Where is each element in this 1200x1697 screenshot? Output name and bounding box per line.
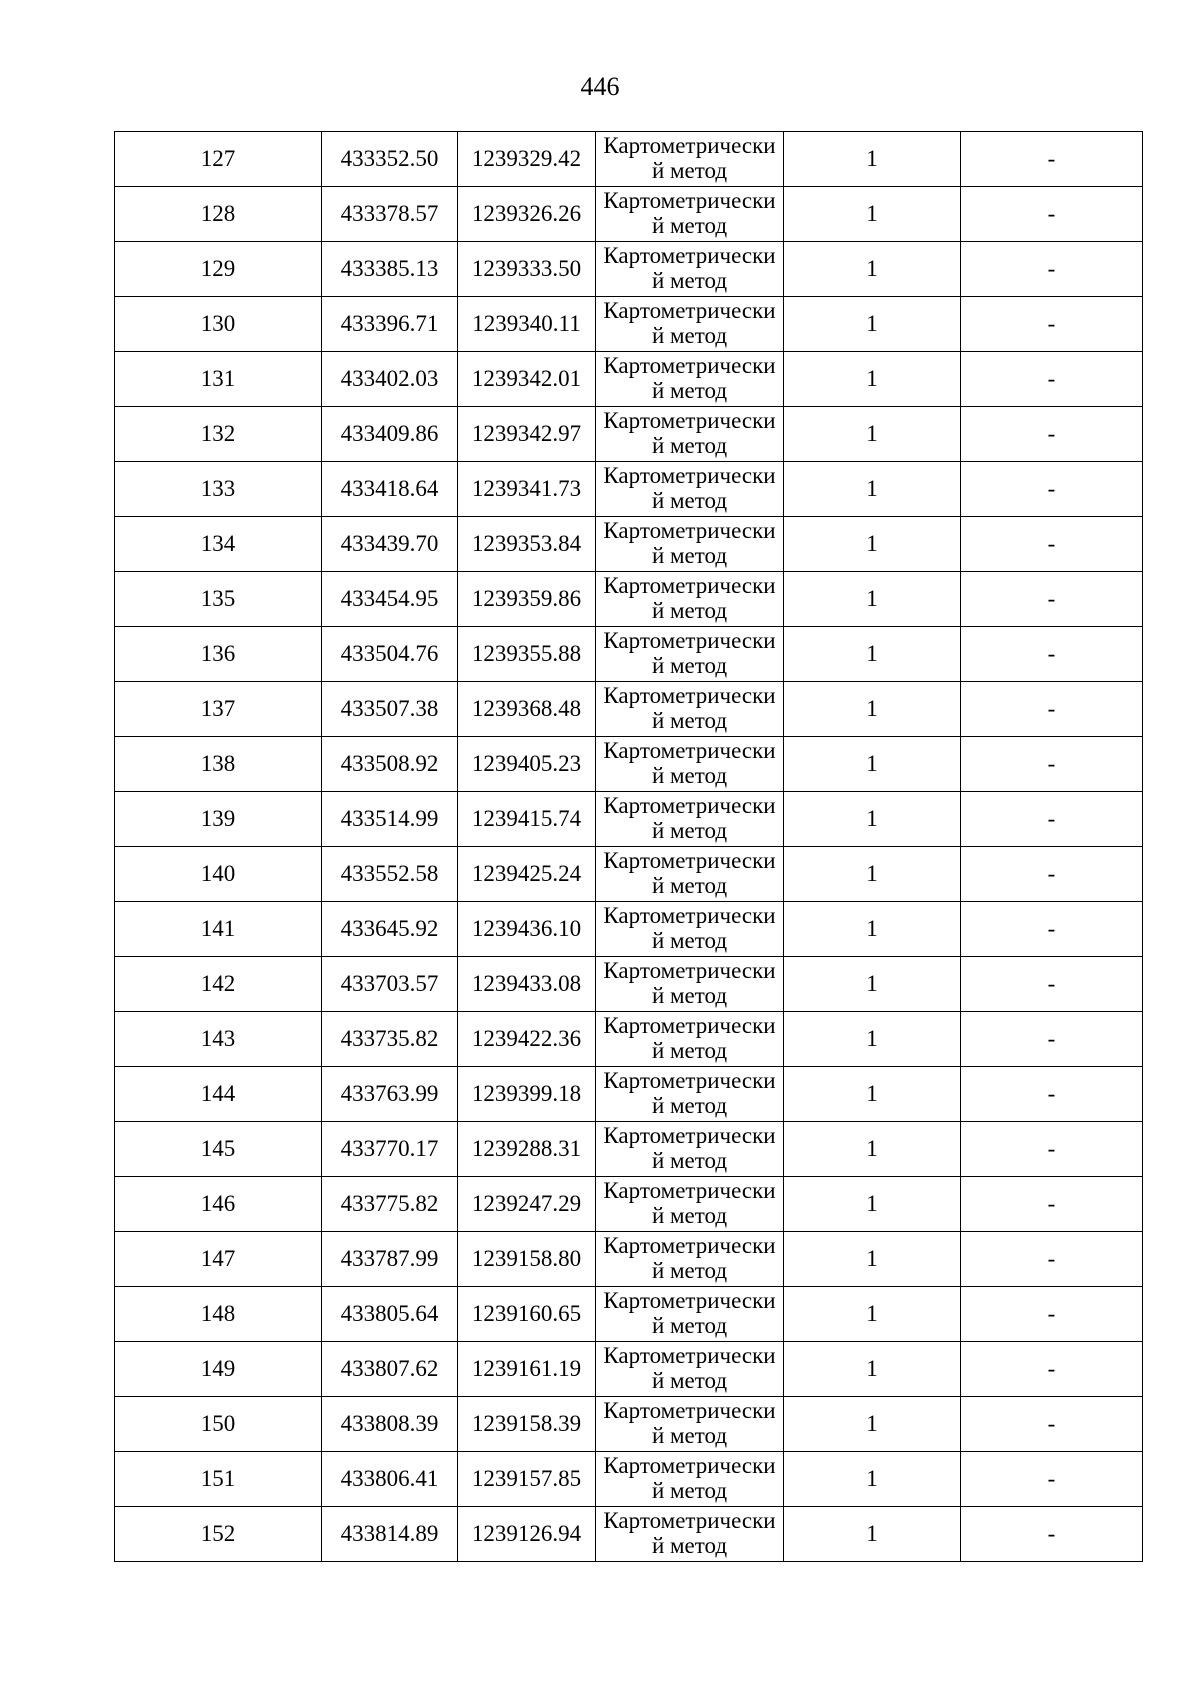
y-coordinate-cell: 1239341.73 — [458, 462, 596, 517]
x-coordinate-cell: 433735.82 — [322, 1012, 458, 1067]
y-coordinate-cell: 1239415.74 — [458, 792, 596, 847]
point-number-cell: 129 — [115, 242, 322, 297]
x-coordinate-cell: 433352.50 — [322, 132, 458, 187]
method-cell: Картометрический метод — [596, 627, 784, 682]
method-cell: Картометрический метод — [596, 1177, 784, 1232]
point-number-cell: 132 — [115, 407, 322, 462]
method-cell: Картометрический метод — [596, 187, 784, 242]
table-row — [115, 957, 1143, 1012]
method-cell: Картометрический метод — [596, 1507, 784, 1562]
note-cell: - — [961, 1067, 1143, 1122]
table-row — [115, 1397, 1143, 1452]
table-row — [115, 517, 1143, 572]
table-row — [115, 792, 1143, 847]
accuracy-cell: 1 — [784, 572, 961, 627]
note-cell: - — [961, 902, 1143, 957]
y-coordinate-cell: 1239340.11 — [458, 297, 596, 352]
x-coordinate-cell: 433645.92 — [322, 902, 458, 957]
note-cell: - — [961, 517, 1143, 572]
note-cell: - — [961, 682, 1143, 737]
x-coordinate-cell: 433763.99 — [322, 1067, 458, 1122]
point-number-cell: 134 — [115, 517, 322, 572]
accuracy-cell: 1 — [784, 407, 961, 462]
table-row — [115, 242, 1143, 297]
table-row — [115, 572, 1143, 627]
accuracy-cell: 1 — [784, 1452, 961, 1507]
x-coordinate-cell: 433454.95 — [322, 572, 458, 627]
method-cell: Картометрический метод — [596, 1397, 784, 1452]
x-coordinate-cell: 433787.99 — [322, 1232, 458, 1287]
method-cell: Картометрический метод — [596, 902, 784, 957]
table-row — [115, 1177, 1143, 1232]
note-cell: - — [961, 242, 1143, 297]
point-number-cell: 135 — [115, 572, 322, 627]
y-coordinate-cell: 1239160.65 — [458, 1287, 596, 1342]
note-cell: - — [961, 1452, 1143, 1507]
table-row — [115, 132, 1143, 187]
x-coordinate-cell: 433402.03 — [322, 352, 458, 407]
x-coordinate-cell: 433409.86 — [322, 407, 458, 462]
x-coordinate-cell: 433418.64 — [322, 462, 458, 517]
x-coordinate-cell: 433808.39 — [322, 1397, 458, 1452]
table-row — [115, 1122, 1143, 1177]
accuracy-cell: 1 — [784, 517, 961, 572]
note-cell: - — [961, 187, 1143, 242]
x-coordinate-cell: 433806.41 — [322, 1452, 458, 1507]
x-coordinate-cell: 433439.70 — [322, 517, 458, 572]
note-cell: - — [961, 1012, 1143, 1067]
point-number-cell: 145 — [115, 1122, 322, 1177]
table-row — [115, 1012, 1143, 1067]
y-coordinate-cell: 1239353.84 — [458, 517, 596, 572]
y-coordinate-cell: 1239433.08 — [458, 957, 596, 1012]
method-cell: Картометрический метод — [596, 1012, 784, 1067]
y-coordinate-cell: 1239158.80 — [458, 1232, 596, 1287]
table-row — [115, 737, 1143, 792]
table-row — [115, 352, 1143, 407]
accuracy-cell: 1 — [784, 1067, 961, 1122]
y-coordinate-cell: 1239329.42 — [458, 132, 596, 187]
note-cell: - — [961, 737, 1143, 792]
y-coordinate-cell: 1239333.50 — [458, 242, 596, 297]
accuracy-cell: 1 — [784, 1122, 961, 1177]
note-cell: - — [961, 1397, 1143, 1452]
table-row — [115, 407, 1143, 462]
x-coordinate-cell: 433514.99 — [322, 792, 458, 847]
method-cell: Картометрический метод — [596, 407, 784, 462]
note-cell: - — [961, 792, 1143, 847]
x-coordinate-cell: 433504.76 — [322, 627, 458, 682]
method-cell: Картометрический метод — [596, 1287, 784, 1342]
point-number-cell: 136 — [115, 627, 322, 682]
point-number-cell: 146 — [115, 1177, 322, 1232]
note-cell: - — [961, 132, 1143, 187]
table-row — [115, 1232, 1143, 1287]
y-coordinate-cell: 1239288.31 — [458, 1122, 596, 1177]
method-cell: Картометрический метод — [596, 517, 784, 572]
point-number-cell: 139 — [115, 792, 322, 847]
note-cell: - — [961, 407, 1143, 462]
method-cell: Картометрический метод — [596, 242, 784, 297]
note-cell: - — [961, 627, 1143, 682]
note-cell: - — [961, 462, 1143, 517]
note-cell: - — [961, 957, 1143, 1012]
y-coordinate-cell: 1239368.48 — [458, 682, 596, 737]
y-coordinate-cell: 1239126.94 — [458, 1507, 596, 1562]
table-row — [115, 297, 1143, 352]
accuracy-cell: 1 — [784, 1287, 961, 1342]
method-cell: Картометрический метод — [596, 1342, 784, 1397]
y-coordinate-cell: 1239342.97 — [458, 407, 596, 462]
accuracy-cell: 1 — [784, 462, 961, 517]
x-coordinate-cell: 433775.82 — [322, 1177, 458, 1232]
note-cell: - — [961, 847, 1143, 902]
point-number-cell: 137 — [115, 682, 322, 737]
accuracy-cell: 1 — [784, 297, 961, 352]
table-row — [115, 627, 1143, 682]
method-cell: Картометрический метод — [596, 957, 784, 1012]
accuracy-cell: 1 — [784, 1507, 961, 1562]
table-row — [115, 682, 1143, 737]
table-row — [115, 1287, 1143, 1342]
x-coordinate-cell: 433814.89 — [322, 1507, 458, 1562]
point-number-cell: 142 — [115, 957, 322, 1012]
x-coordinate-cell: 433378.57 — [322, 187, 458, 242]
y-coordinate-cell: 1239158.39 — [458, 1397, 596, 1452]
y-coordinate-cell: 1239422.36 — [458, 1012, 596, 1067]
point-number-cell: 130 — [115, 297, 322, 352]
x-coordinate-cell: 433385.13 — [322, 242, 458, 297]
x-coordinate-cell: 433703.57 — [322, 957, 458, 1012]
table-row — [115, 902, 1143, 957]
method-cell: Картометрический метод — [596, 1122, 784, 1177]
point-number-cell: 140 — [115, 847, 322, 902]
y-coordinate-cell: 1239157.85 — [458, 1452, 596, 1507]
method-cell: Картометрический метод — [596, 792, 784, 847]
method-cell: Картометрический метод — [596, 462, 784, 517]
x-coordinate-cell: 433507.38 — [322, 682, 458, 737]
page-number: 446 — [580, 72, 620, 101]
accuracy-cell: 1 — [784, 957, 961, 1012]
accuracy-cell: 1 — [784, 1342, 961, 1397]
point-number-cell: 152 — [115, 1507, 322, 1562]
method-cell: Картометрический метод — [596, 352, 784, 407]
point-number-cell: 141 — [115, 902, 322, 957]
accuracy-cell: 1 — [784, 682, 961, 737]
point-number-cell: 131 — [115, 352, 322, 407]
accuracy-cell: 1 — [784, 1232, 961, 1287]
note-cell: - — [961, 1287, 1143, 1342]
point-number-cell: 148 — [115, 1287, 322, 1342]
note-cell: - — [961, 352, 1143, 407]
y-coordinate-cell: 1239405.23 — [458, 737, 596, 792]
accuracy-cell: 1 — [784, 1177, 961, 1232]
y-coordinate-cell: 1239399.18 — [458, 1067, 596, 1122]
point-number-cell: 127 — [115, 132, 322, 187]
method-cell: Картометрический метод — [596, 737, 784, 792]
accuracy-cell: 1 — [784, 1012, 961, 1067]
accuracy-cell: 1 — [784, 902, 961, 957]
accuracy-cell: 1 — [784, 242, 961, 297]
x-coordinate-cell: 433508.92 — [322, 737, 458, 792]
point-number-cell: 147 — [115, 1232, 322, 1287]
method-cell: Картометрический метод — [596, 572, 784, 627]
method-cell: Картометрический метод — [596, 132, 784, 187]
method-cell: Картометрический метод — [596, 297, 784, 352]
point-number-cell: 149 — [115, 1342, 322, 1397]
table-row — [115, 1067, 1143, 1122]
accuracy-cell: 1 — [784, 352, 961, 407]
table-row — [115, 847, 1143, 902]
method-cell: Картометрический метод — [596, 847, 784, 902]
table-row — [115, 1507, 1143, 1562]
accuracy-cell: 1 — [784, 132, 961, 187]
x-coordinate-cell: 433805.64 — [322, 1287, 458, 1342]
accuracy-cell: 1 — [784, 1397, 961, 1452]
note-cell: - — [961, 297, 1143, 352]
point-number-cell: 138 — [115, 737, 322, 792]
accuracy-cell: 1 — [784, 627, 961, 682]
table-row — [115, 462, 1143, 517]
method-cell: Картометрический метод — [596, 1067, 784, 1122]
note-cell: - — [961, 1232, 1143, 1287]
point-number-cell: 144 — [115, 1067, 322, 1122]
note-cell: - — [961, 1122, 1143, 1177]
table-row — [115, 1342, 1143, 1397]
table-row — [115, 187, 1143, 242]
point-number-cell: 128 — [115, 187, 322, 242]
x-coordinate-cell: 433552.58 — [322, 847, 458, 902]
note-cell: - — [961, 1177, 1143, 1232]
table-row — [115, 1452, 1143, 1507]
accuracy-cell: 1 — [784, 187, 961, 242]
method-cell: Картометрический метод — [596, 682, 784, 737]
method-cell: Картометрический метод — [596, 1232, 784, 1287]
accuracy-cell: 1 — [784, 737, 961, 792]
point-number-cell: 143 — [115, 1012, 322, 1067]
point-number-cell: 150 — [115, 1397, 322, 1452]
coordinates-table-body — [115, 132, 1143, 1562]
coordinates-table — [114, 131, 1143, 1562]
x-coordinate-cell: 433807.62 — [322, 1342, 458, 1397]
accuracy-cell: 1 — [784, 847, 961, 902]
y-coordinate-cell: 1239355.88 — [458, 627, 596, 682]
accuracy-cell: 1 — [784, 792, 961, 847]
note-cell: - — [961, 572, 1143, 627]
note-cell: - — [961, 1507, 1143, 1562]
y-coordinate-cell: 1239326.26 — [458, 187, 596, 242]
y-coordinate-cell: 1239425.24 — [458, 847, 596, 902]
point-number-cell: 151 — [115, 1452, 322, 1507]
y-coordinate-cell: 1239342.01 — [458, 352, 596, 407]
x-coordinate-cell: 433770.17 — [322, 1122, 458, 1177]
point-number-cell: 133 — [115, 462, 322, 517]
x-coordinate-cell: 433396.71 — [322, 297, 458, 352]
method-cell: Картометрический метод — [596, 1452, 784, 1507]
y-coordinate-cell: 1239436.10 — [458, 902, 596, 957]
note-cell: - — [961, 1342, 1143, 1397]
y-coordinate-cell: 1239161.19 — [458, 1342, 596, 1397]
y-coordinate-cell: 1239359.86 — [458, 572, 596, 627]
y-coordinate-cell: 1239247.29 — [458, 1177, 596, 1232]
